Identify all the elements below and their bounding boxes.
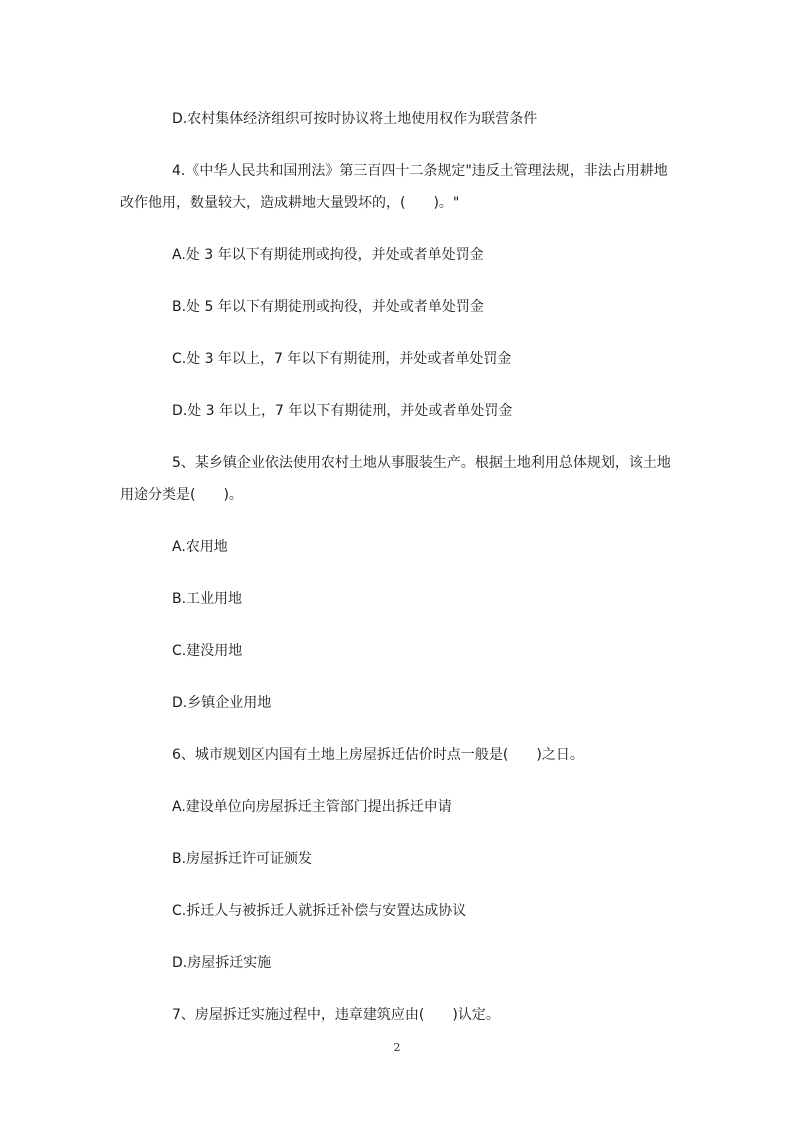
option-d-q5: D.乡镇企业用地 — [172, 695, 272, 711]
option-b-q4: B.处 5 年以下有期徒刑或拘役，并处或者单处罚金 — [172, 299, 484, 315]
option-c-q5: C.建没用地 — [172, 643, 243, 659]
page-number: 2 — [393, 1041, 401, 1054]
option-d-q3: D.农村集体经济组织可按时协议将土地使用权作为联营条件 — [172, 111, 538, 127]
question-4-line-1: 4.《中华人民共和国刑法》第三百四十二条规定"违反土管理法规，非法占用耕地 — [172, 163, 668, 179]
option-a-q6: A.建设单位向房屋拆迁主管部门提出拆迁申请 — [172, 799, 452, 815]
question-7: 7、房屋拆迁实施过程中，违章建筑应由( )认定。 — [172, 1007, 500, 1023]
option-d-q4: D.处 3 年以上，7 年以下有期徒刑，并处或者单处罚金 — [172, 403, 513, 419]
option-d-q6: D.房屋拆迁实施 — [172, 955, 272, 971]
option-a-q5: A.农用地 — [172, 539, 228, 555]
option-a-q4: A.处 3 年以下有期徒刑或拘役，并处或者单处罚金 — [172, 247, 484, 263]
option-c-q6: C.拆迁人与被拆迁人就拆迁补偿与安置达成协议 — [172, 903, 467, 919]
question-4-line-2: 改作他用，数量较大，造成耕地大量毁坏的，( )。" — [120, 195, 460, 211]
question-5-line-2: 用途分类是( )。 — [120, 487, 243, 503]
option-b-q5: B.工业用地 — [172, 591, 243, 607]
question-5-line-1: 5、某乡镇企业依法使用农村土地从事服装生产。根据土地利用总体规划，该土地 — [172, 455, 671, 471]
option-c-q4: C.处 3 年以上，7 年以下有期徒刑，并处或者单处罚金 — [172, 351, 512, 367]
question-6: 6、城市规划区内国有土地上房屋拆迁估价时点一般是( )之日。 — [172, 747, 584, 763]
option-b-q6: B.房屋拆迁许可证颁发 — [172, 851, 313, 867]
